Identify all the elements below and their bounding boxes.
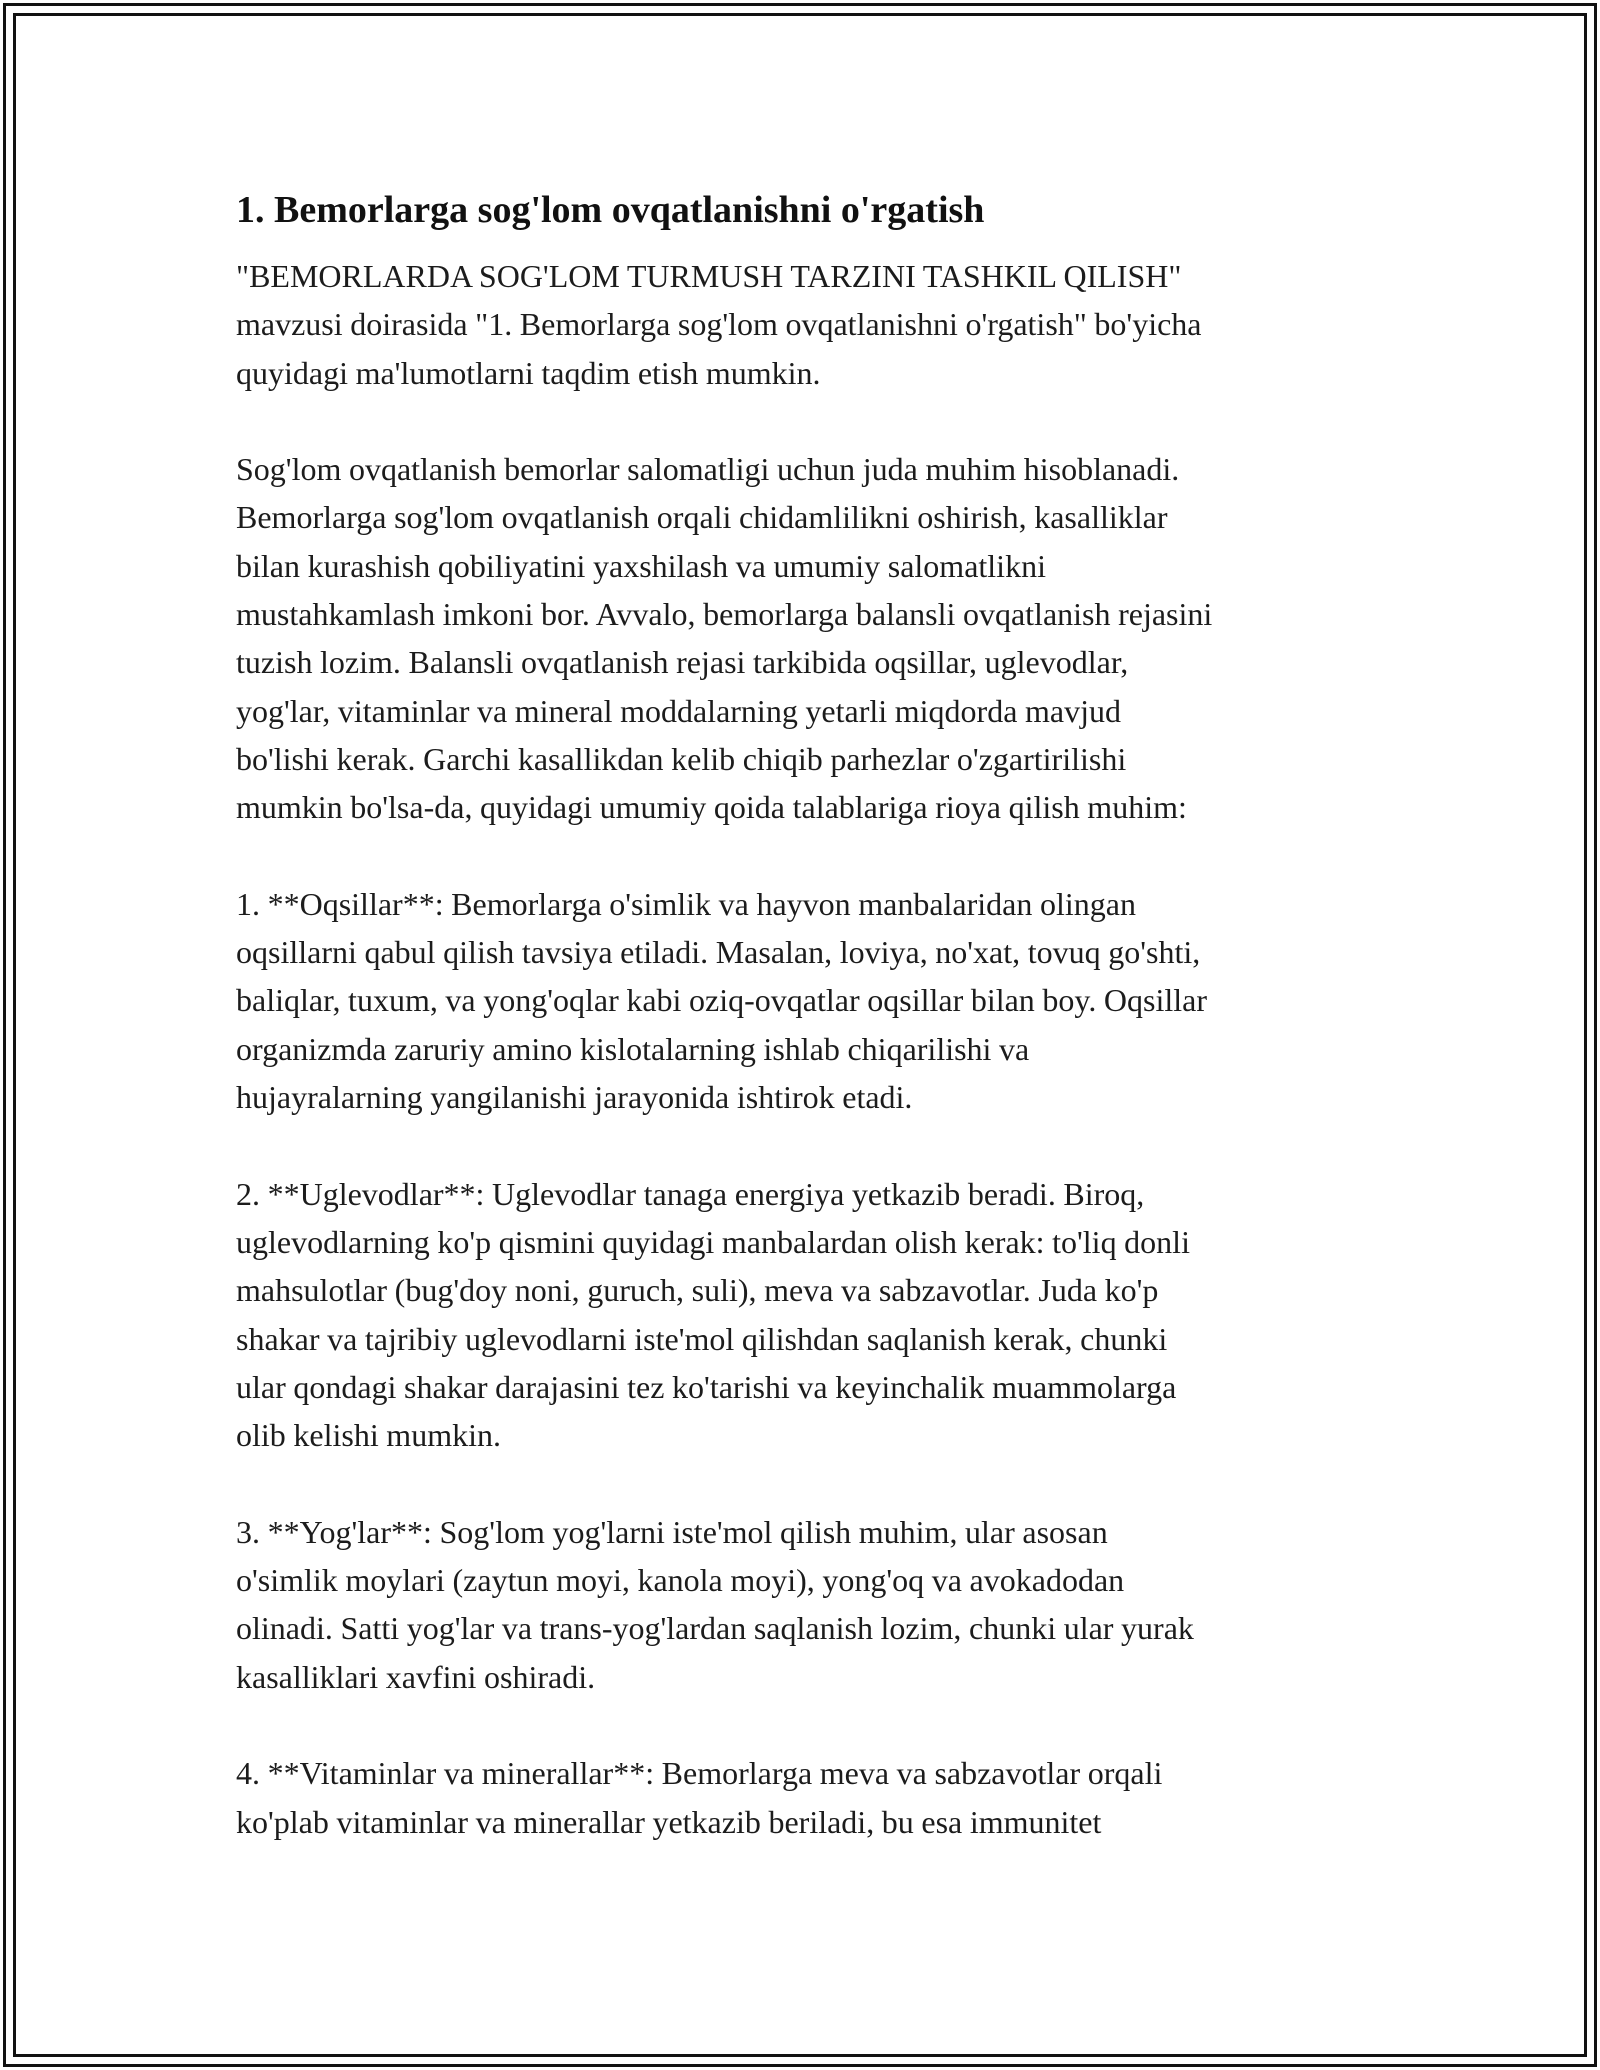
paragraph-gap [236, 1121, 1386, 1169]
document-body [236, 186, 1386, 1846]
fats-paragraph: 3. **Yog'lar**: Sog'lom yog'larni iste'mol qilish muhim, ular asosan o'simlik moylari (zaytun moyi, kanola moyi), yong'oq va avokadodan olinadi. Satti yog'lar va trans-yog'lardan saqlanish lozim, chunki ular yurak kasalliklari xavfini oshiradi. [236, 1513, 1194, 1695]
vitamins-paragraph: 4. **Vitaminlar va minerallar**: Bemorlarga meva va sabzavotlar orqali ko'plab vitaminlar va minerallar yetkazib beriladi, bu esa immunitet [236, 1755, 1163, 1840]
intro-paragraph: "BEMORLARDA SOG'LOM TURMUSH TARZINI TASHKIL QILISH" mavzusi doirasida "1. Bemorlarga sog'lom ovqatlanishni o'rgatish" bo'yicha quyidagi ma'lumotlarni taqdim etish mumkin. [236, 258, 1202, 391]
paragraph-gap [236, 1459, 1386, 1507]
page-title: 1. Bemorlarga sog'lom ovqatlanishni o'rgatish [236, 189, 985, 231]
carbohydrates-paragraph: 2. **Uglevodlar**: Uglevodlar tanaga energiya yetkazib beradi. Biroq, uglevodlarning ko'p qismini quyidagi manbalardan olish kerak: to'liq donli mahsulotlar (bug'doy noni, guruch, suli), meva va sabzavotlar. Juda ko'p shakar va tajribiy uglevodlarni iste'mol qilishdan saqlanish kerak, chunki ular qondagi shakar darajasini tez ko'tarishi va keyinchalik muammolarga olib kelishi mumkin. [236, 1175, 1190, 1454]
proteins-paragraph: 1. **Oqsillar**: Bemorlarga o'simlik va hayvon manbalaridan olingan oqsillarni qabul qilish tavsiya etiladi. Masalan, loviya, no'xat, tovuq go'shti, baliqlar, tuxum, va yong'oqlar kabi oziq-ovqatlar oqsillar bilan boy. Oqsillar organizmda zaruriy amino kislotalarning ishlab chiqarilishi va hujayralarning yangilanishi jarayonida ishtirok etadi. [236, 885, 1208, 1116]
paragraph-gap [236, 1701, 1386, 1749]
healthy-eating-paragraph: Sog'lom ovqatlanish bemorlar salomatligi uchun juda muhim hisoblanadi. Bemorlarga sog'lom ovqatlanish orqali chidamlilikni oshirish, kasalliklar bilan kurashish qobiliyatini yaxshilash va umumiy salomatlikni mustahkamlash imkoni bor. Avvalo, bemorlarga balansli ovqatlanish rejasini tuzish lozim. Balansli ovqatlanish rejasi tarkibida oqsillar, uglevodlar, yog'lar, vitaminlar va mineral moddalarning yetarli miqdorda mavjud bo'lishi kerak. Garchi kasallikdan kelib chiqib parhezlar o'zgartirilishi mumkin bo'lsa-da, quyidagi umumiy qoida talablariga rioya qilish muhim: [236, 451, 1213, 826]
paragraph-gap [236, 832, 1386, 880]
paragraph-gap [236, 397, 1386, 445]
